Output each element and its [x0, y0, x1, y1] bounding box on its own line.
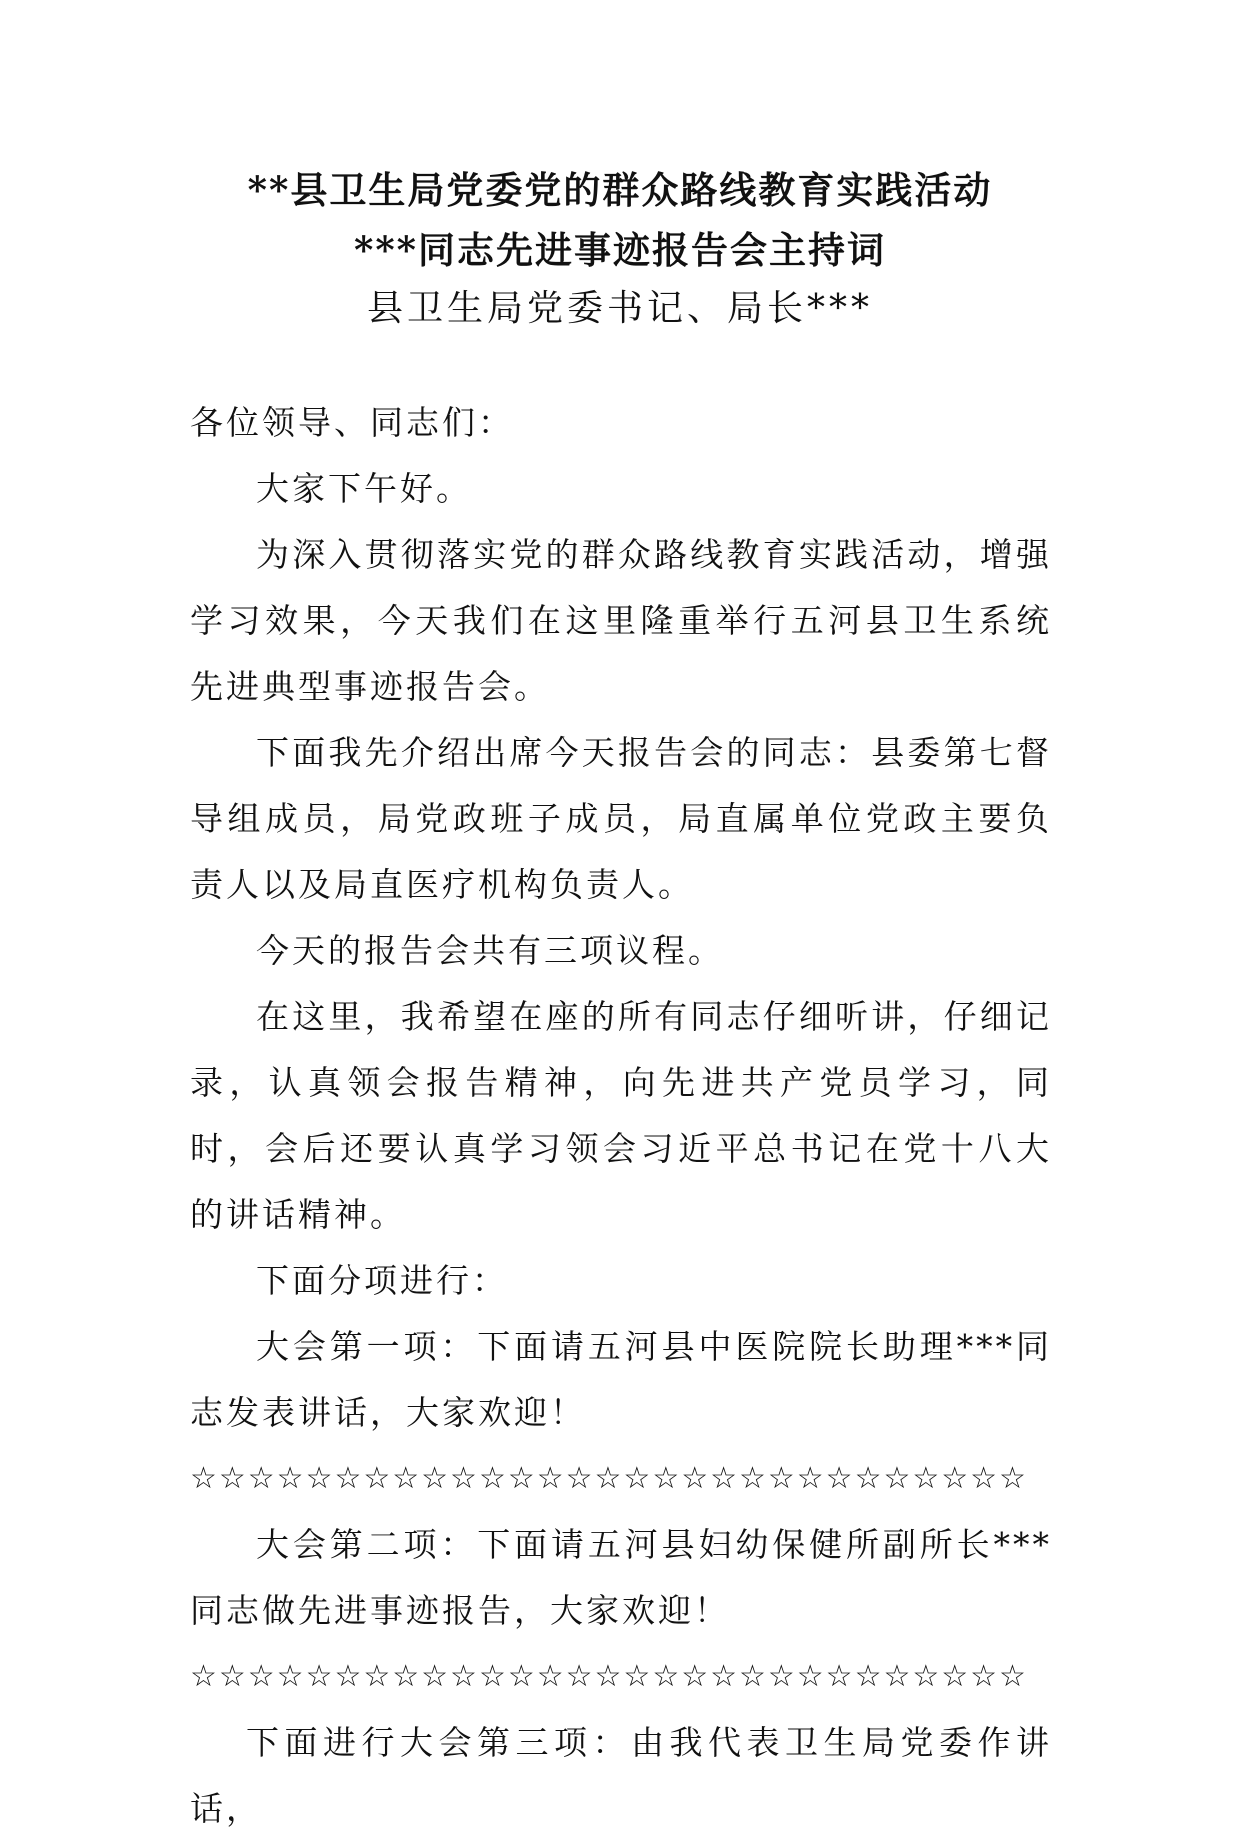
- paragraph-greeting: 大家下午好。: [256, 469, 472, 508]
- document-body: [190, 390, 1052, 1842]
- document-byline: 县卫生局党委书记、局长***: [366, 288, 873, 329]
- paragraph-proceed: 下面分项进行：: [256, 1261, 508, 1300]
- salutation: 各位领导、同志们：: [190, 403, 514, 442]
- star-separator-2: ☆☆☆☆☆☆☆☆☆☆☆☆☆☆☆☆☆☆☆☆☆☆☆☆☆☆☆☆☆: [190, 1659, 1028, 1694]
- agenda-item-three: 下面进行大会第三项：由我代表卫生局党委作讲话，: [190, 1723, 1052, 1828]
- agenda-item-two: 大会第二项：下面请五河县妇幼保健所副所长***同志做先进事迹报告，大家欢迎！: [190, 1525, 1052, 1630]
- agenda-item-one: 大会第一项：下面请五河县中医院院长助理***同志发表讲话，大家欢迎！: [190, 1327, 1052, 1432]
- document-title-line-2: ***同志先进事迹报告会主持词: [353, 228, 887, 272]
- star-separator-1: ☆☆☆☆☆☆☆☆☆☆☆☆☆☆☆☆☆☆☆☆☆☆☆☆☆☆☆☆☆: [190, 1461, 1028, 1496]
- paragraph-request: 在这里，我希望在座的所有同志仔细听讲，仔细记录，认真领会报告精神，向先进共产党员学习，同时，会后还要认真学习领会习近平总书记在党十八大的讲话精神。: [190, 997, 1052, 1234]
- document-title-line-1: **县卫生局党委党的群众路线教育实践活动: [247, 168, 993, 212]
- paragraph-agenda: 今天的报告会共有三项议程。: [256, 931, 724, 970]
- paragraph-attendees: 下面我先介绍出席今天报告会的同志：县委第七督导组成员，局党政班子成员，局直属单位党政主要负责人以及局直医疗机构负责人。: [190, 733, 1052, 904]
- paragraph-purpose: 为深入贯彻落实党的群众路线教育实践活动，增强学习效果，今天我们在这里隆重举行五河县卫生系统先进典型事迹报告会。: [190, 535, 1052, 706]
